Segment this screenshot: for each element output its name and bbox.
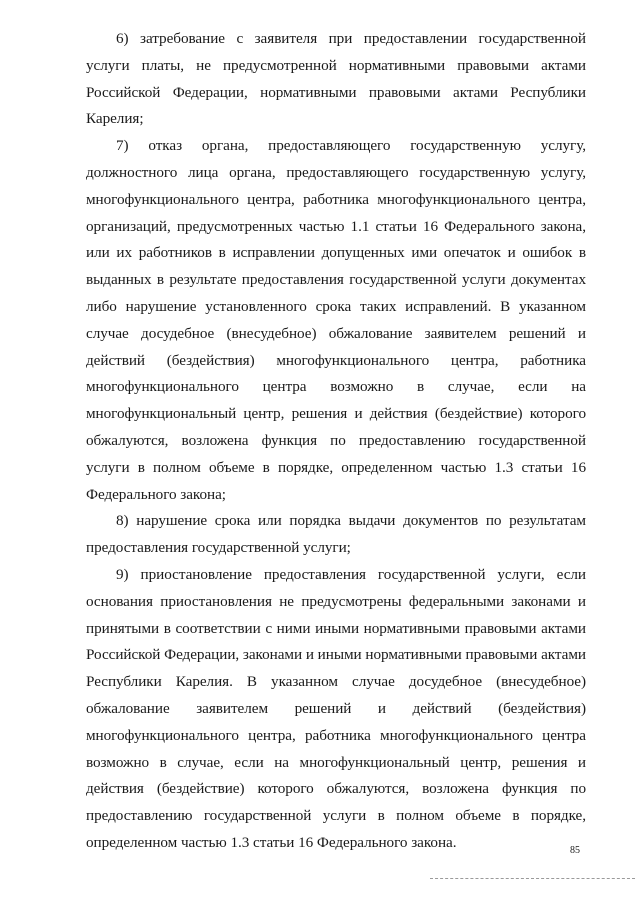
document-body: [86, 26, 586, 857]
paragraph-item-7: 7) отказ органа, предоставляющего государственную услугу, должностного лица органа, предоставляющего государственную услугу, многофункционального центра, работника многофункционального центра, организаций, предусмотренных частью 1.1 статьи 16 Федерального закона, или их работников в исправлении допущенных ими опечаток и ошибок в выданных в результате предоставления государственной услуги документах либо нарушение установленного срока таких исправлений. В указанном случае досудебное (внесудебное) обжалование заявителем решений и действий (бездействия) многофункционального центра, работника многофункционального центра возможно в случае, если на многофункциональный центр, решения и действия (бездействие) которого обжалуются, возложена функция по предоставлению государственной услуги в полном объеме в порядке, определенном частью 1.3 статьи 16 Федерального закона;: [86, 137, 586, 503]
paragraph-item-9: 9) приостановление предоставления государственной услуги, если основания приостановления не предусмотрены федеральными законами и принятыми в соответствии с ними иными нормативными правовыми актами Российской Федерации, законами и иными нормативными правовыми актами Республики Карелия. В указанном случае досудебное (внесудебное) обжалование заявителем решений и действий (бездействия) многофункционального центра, работника многофункционального центра возможно в случае, если на многофункциональный центр, решения и действия (бездействие) которого обжалуются, возложена функция по предоставлению государственной услуги в полном объеме в порядке, определенном частью 1.3 статьи 16 Федерального закона.: [86, 565, 586, 851]
page-number: 85: [570, 845, 580, 856]
paragraph-item-6: 6) затребование с заявителя при предоставлении государственной услуги платы, не предусмотренной нормативными правовыми актами Российской Федерации, нормативными правовыми актами Республики Карелия;: [86, 30, 586, 128]
scan-artifact-line: [430, 878, 635, 879]
paragraph-item-8: 8) нарушение срока или порядка выдачи документов по результатам предоставления государственной услуги;: [86, 512, 586, 557]
